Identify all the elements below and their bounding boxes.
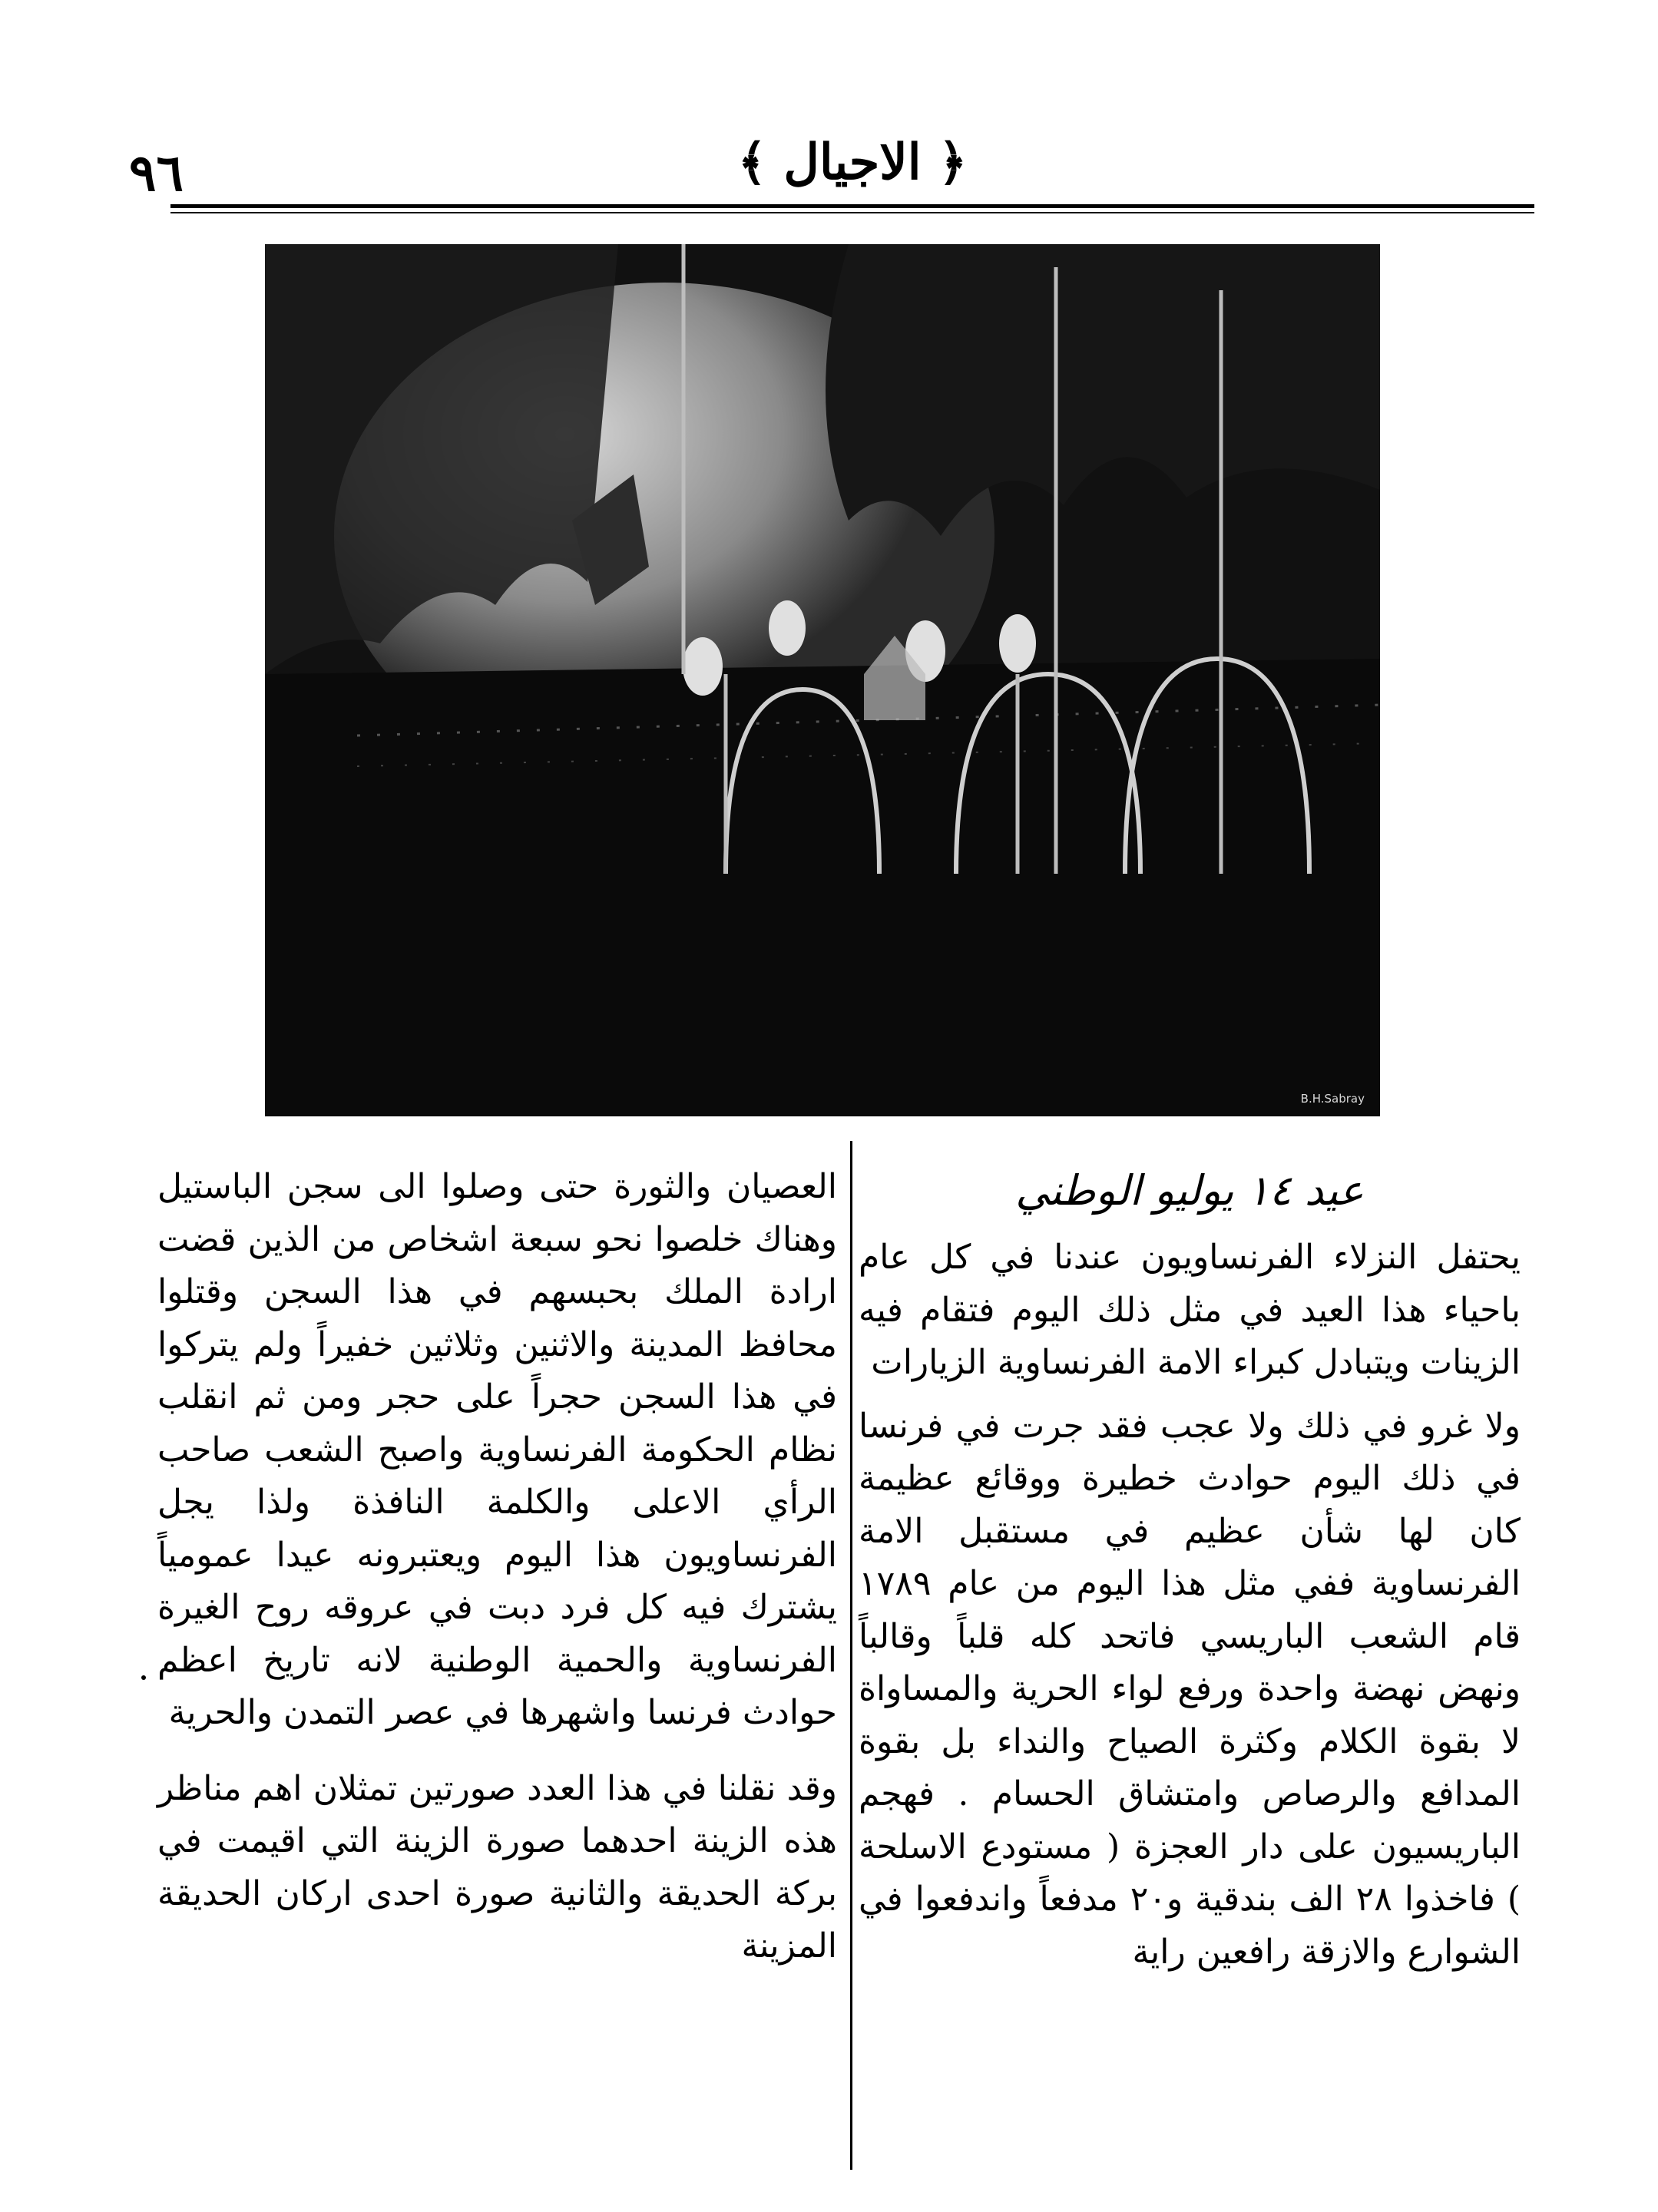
running-title: ﴿ الاجيال ﴾: [737, 134, 968, 191]
paragraph: ولا غرو في ذلك ولا عجب فقد جرت في فرنسا في ذلك اليوم حوادث خطيرة ووقائع عظيمة كان لها شأن عظيم في مستقبل الامة الفرنساوية ففي مثل هذا اليوم من عام ١٧٨٩ قام الشعب الباريسي فاتحد كله قلباً وقالباً ونهض نهضة واحدة ورفع لواء الحرية والمساواة لا بقوة الكلام وكثرة الصياح والنداء بل بقوة المدافع والرصاص وامتشاق الحسام . فهجم الباريسيون على دار العجزة ( مستودع الاسلحة ) فاخذوا ٢٨ الف بندقية و٢٠ مدفعاً واندفعوا في الشوارع والازقة رافعين راية: [859, 1406, 1521, 1972]
photo-credit: B.H.Sabray: [1300, 1092, 1365, 1106]
festival-photograph: [265, 244, 1380, 1116]
ink-mark: [141, 1675, 146, 1680]
article-title: عيد ١٤ يوليو الوطني: [1015, 1166, 1364, 1215]
paragraph: يحتفل النزلاء الفرنساويون عندنا في كل عام باحياء هذا العيد في مثل ذلك اليوم فتقام فيه الزينات ويتبادل كبراء الامة الفرنساوية الزيارات: [859, 1238, 1521, 1382]
article-column-left: [157, 1161, 837, 1984]
header-rule: [170, 204, 1534, 208]
article-column-right: [859, 1161, 1521, 1989]
photo-illustration: [265, 244, 1380, 1116]
page-number: ٩٦: [129, 143, 184, 203]
header-rule-thin: [170, 212, 1534, 213]
paragraph: العصيان والثورة حتى وصلوا الى سجن الباستيل وهناك خلصوا نحو سبعة اشخاص من الذين قضت ارادة الملك بحبسهم في هذا السجن وقتلوا محافظ المدينة والاثنين وثلاثين خفيراً ولم يتركوا في هذا السجن حجراً على حجر ومن ثم انقلب نظام الحكومة الفرنساوية واصبح الشعب صاحب الرأي الاعلى والكلمة النافذة ولذا يجل الفرنساويون هذا اليوم ويعتبرونه عيدا عمومياً يشترك فيه كل فرد دبت في عروقه روح الغيرة الفرنساوية والحمية الوطنية لانه تاريخ اعظم حوادث فرنسا واشهرها في عصر التمدن والحرية: [157, 1167, 837, 1732]
paragraph: وقد نقلنا في هذا العدد صورتين تمثلان اهم مناظر هذه الزينة احدهما صورة الزينة التي اقيمت في بركة الحديقة والثانية صورة احدى اركان الحديقة المزينة: [157, 1768, 837, 1966]
column-divider: [850, 1141, 852, 2170]
